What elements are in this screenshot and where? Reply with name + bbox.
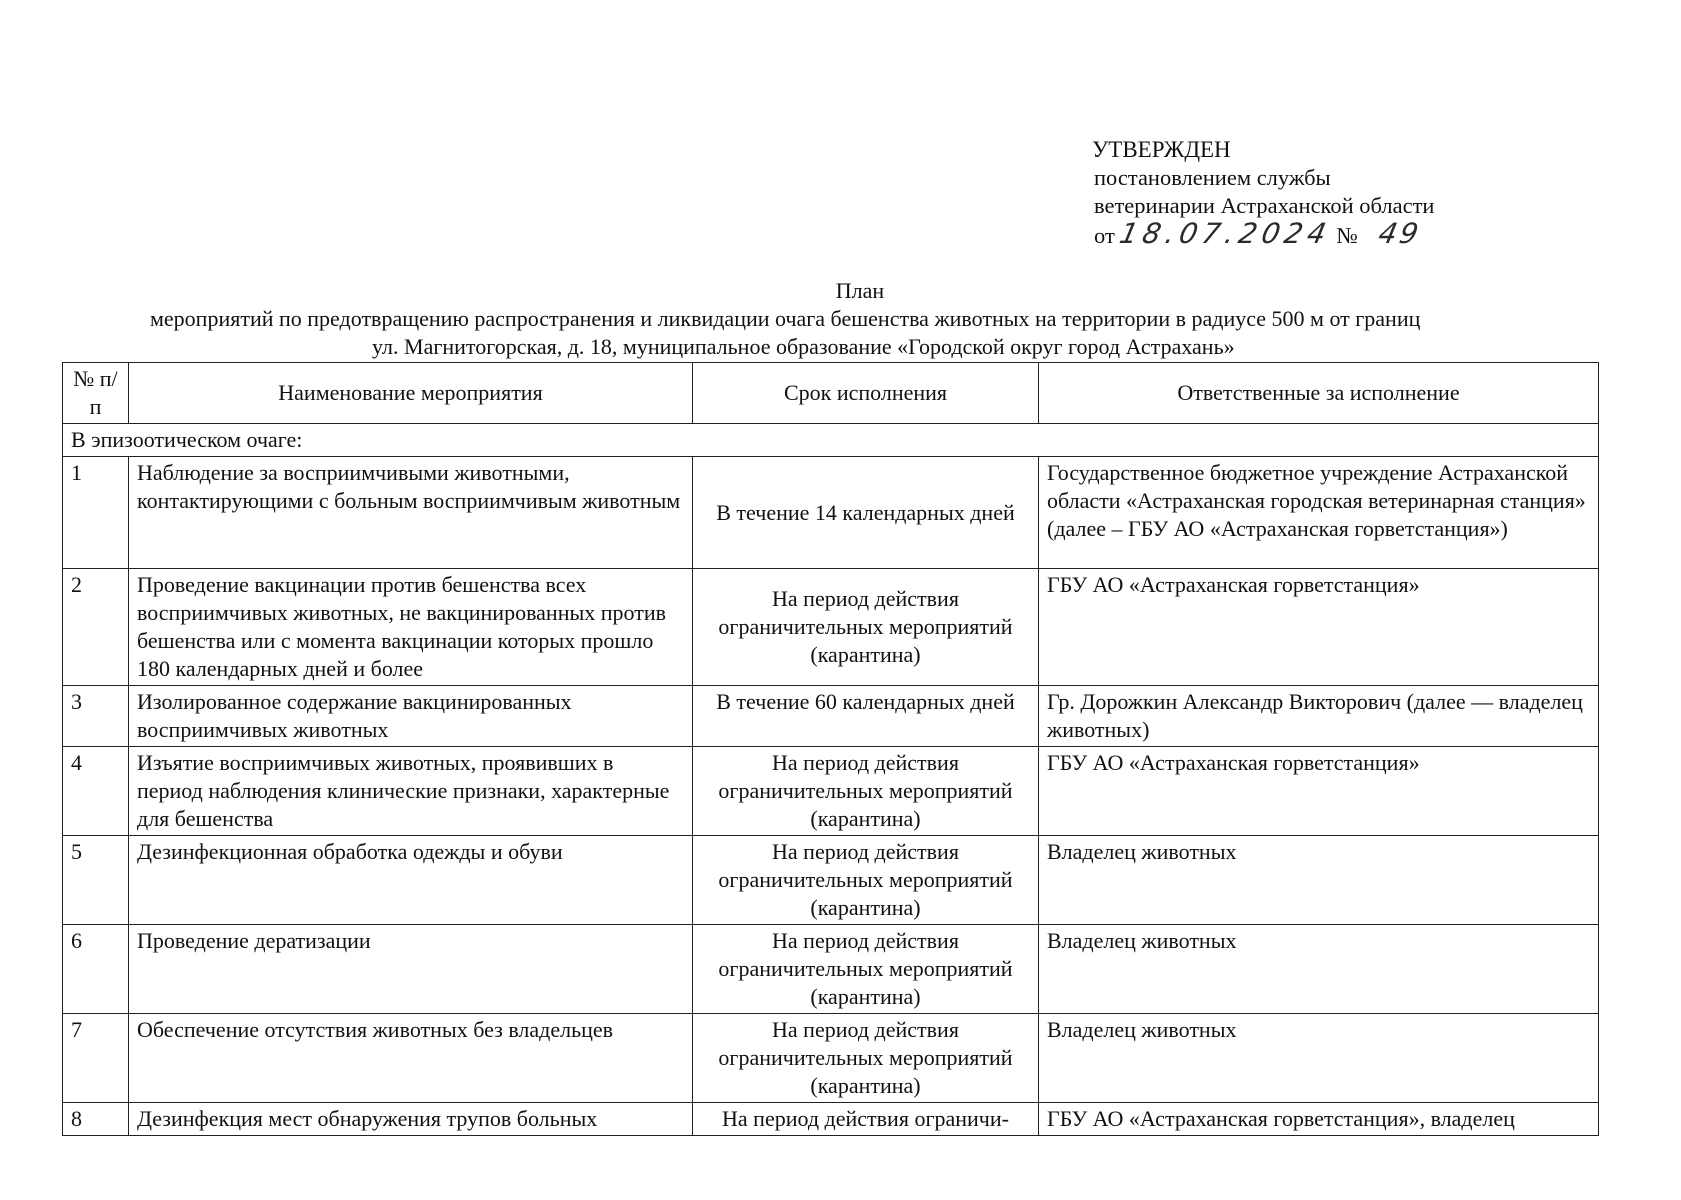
table-row (63, 1103, 1599, 1136)
table-row (63, 1014, 1599, 1103)
table-row (63, 457, 1599, 569)
table-row (63, 686, 1599, 747)
plan-table (62, 362, 1599, 1136)
row-name: Дезинфекция мест обнаружения трупов больных (129, 1103, 693, 1136)
row-name: Наблюдение за восприимчивыми животными, контактирующими с больным восприимчивым животным (129, 457, 693, 569)
row-resp: Государственное бюджетное учреждение Астраханской области «Астраханская городская ветеринарная станция» (далее – ГБУ АО «Астраханская горветстанция») (1039, 457, 1599, 569)
handwritten-date: 18.07.2024 (1117, 217, 1335, 250)
approval-number-sign: № (1336, 223, 1358, 248)
handwritten-number: 49 (1376, 217, 1425, 250)
row-num: 6 (63, 925, 129, 1014)
approval-date-line (1092, 217, 1434, 250)
row-resp: ГБУ АО «Астраханская горветстанция» (1039, 747, 1599, 836)
table-row (63, 747, 1599, 836)
row-term: На период действия ограничительных мероприятий (карантина) (693, 747, 1039, 836)
approval-line-2: ветеринарии Астраханской области (1094, 193, 1435, 218)
row-name: Проведение дератизации (129, 925, 693, 1014)
header-num: № п/п (63, 363, 129, 424)
header-resp: Ответственные за исполнение (1039, 363, 1599, 424)
row-term: На период действия ограничи- (693, 1103, 1039, 1136)
row-term: На период действия ограничительных мероприятий (карантина) (693, 1014, 1039, 1103)
row-num: 5 (63, 836, 129, 925)
row-name: Дезинфекционная обработка одежды и обуви (129, 836, 693, 925)
approval-title: УТВЕРЖДЕН (1092, 137, 1231, 162)
row-num: 7 (63, 1014, 129, 1103)
row-resp: Владелец животных (1039, 1014, 1599, 1103)
approval-date-prefix: от (1094, 223, 1115, 248)
header-term: Срок исполнения (693, 363, 1039, 424)
row-resp: Гр. Дорожкин Александр Викторович (далее — владелец животных) (1039, 686, 1599, 747)
approval-line-1: постановлением службы (1094, 165, 1331, 190)
row-term: На период действия ограничительных мероприятий (карантина) (693, 925, 1039, 1014)
row-term: В течение 60 календарных дней (693, 686, 1039, 747)
row-name: Изъятие восприимчивых животных, проявивших в период наблюдения клинические признаки, характерные для бешенства (129, 747, 693, 836)
approval-block (1092, 136, 1434, 250)
row-num: 3 (63, 686, 129, 747)
row-term: На период действия ограничительных мероприятий (карантина) (693, 836, 1039, 925)
row-name: Изолированное содержание вакцинированных восприимчивых животных (129, 686, 693, 747)
section-row (63, 424, 1599, 457)
row-num: 1 (63, 457, 129, 569)
row-num: 2 (63, 569, 129, 686)
row-term: На период действия ограничительных мероприятий (карантина) (693, 569, 1039, 686)
header-name: Наименование мероприятия (129, 363, 693, 424)
table-row (63, 569, 1599, 686)
table-header-row (63, 363, 1599, 424)
row-resp: ГБУ АО «Астраханская горветстанция» (1039, 569, 1599, 686)
section-label: В эпизоотическом очаге: (63, 424, 1599, 457)
row-resp: Владелец животных (1039, 836, 1599, 925)
row-name: Обеспечение отсутствия животных без владельцев (129, 1014, 693, 1103)
row-num: 8 (63, 1103, 129, 1136)
row-num: 4 (63, 747, 129, 836)
table-row (63, 836, 1599, 925)
table-row (63, 925, 1599, 1014)
row-term: В течение 14 календарных дней (693, 457, 1039, 569)
plan-subtitle-line-1: мероприятий по предотвращению распространения и ликвидации очага бешенства животных на территории в радиусе 500 м от границ (150, 306, 1421, 331)
row-resp: ГБУ АО «Астраханская горветстанция», владелец (1039, 1103, 1599, 1136)
plan-subtitle-line-2: ул. Магнитогорская, д. 18, муниципальное образование «Городской округ город Астрахань» (372, 334, 1235, 359)
row-resp: Владелец животных (1039, 925, 1599, 1014)
plan-title: План (835, 278, 885, 303)
row-name: Проведение вакцинации против бешенства всех восприимчивых животных, не вакцинированных против бешенства или с момента вакцинации которых прошло 180 календарных дней и более (129, 569, 693, 686)
